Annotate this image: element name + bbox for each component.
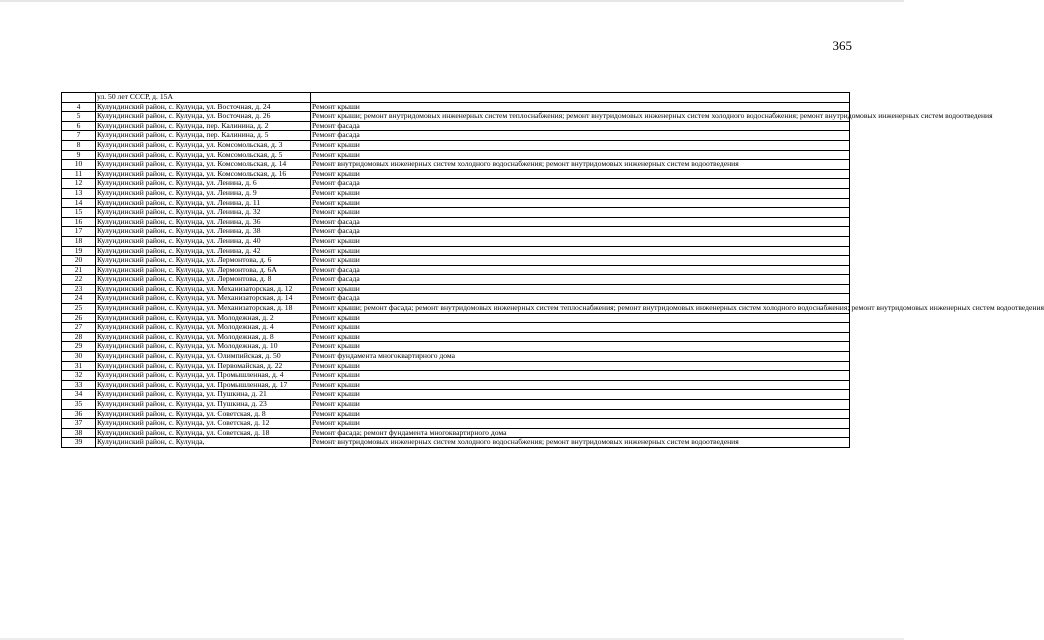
table-row — [62, 323, 850, 333]
row-number: 6 — [62, 121, 96, 131]
row-address: Кулундинский район, с. Кулунда, ул. Ленина, д. 11 — [96, 198, 311, 208]
row-number: 37 — [62, 419, 96, 429]
row-address: Кулундинский район, с. Кулунда, — [96, 438, 311, 448]
table-row — [62, 419, 850, 429]
row-address: Кулундинский район, с. Кулунда, ул. Механизаторская, д. 12 — [96, 284, 311, 294]
row-address: Кулундинский район, с. Кулунда, ул. Молодежная, д. 8 — [96, 332, 311, 342]
row-address: Кулундинский район, с. Кулунда, ул. Лермонтова, д. 6А — [96, 265, 311, 275]
row-number: 28 — [62, 332, 96, 342]
row-work-type: Ремонт крыши — [311, 102, 850, 112]
row-number: 35 — [62, 400, 96, 410]
row-number: 20 — [62, 256, 96, 266]
row-address: Кулундинский район, с. Кулунда, ул. Пушкина, д. 23 — [96, 400, 311, 410]
row-number: 19 — [62, 246, 96, 256]
row-work-type: Ремонт крыши — [311, 390, 850, 400]
row-work-type: Ремонт крыши — [311, 371, 850, 381]
row-address: Кулундинский район, с. Кулунда, ул. Ленина, д. 9 — [96, 188, 311, 198]
table-row — [62, 160, 850, 170]
row-number: 4 — [62, 102, 96, 112]
row-number: 39 — [62, 438, 96, 448]
table-row — [62, 140, 850, 150]
row-work-type: Ремонт крыши — [311, 256, 850, 266]
table-row — [62, 400, 850, 410]
row-address: Кулундинский район, с. Кулунда, ул. Пушкина, д. 21 — [96, 390, 311, 400]
table-row — [62, 352, 850, 362]
row-number: 16 — [62, 217, 96, 227]
row-work-type: Ремонт крыши; ремонт внутридомовых инженерных систем теплоснабжения; ремонт внутридомовых инженерных систем холодного водоснабжения; ремонт внутридомовых инженерных систем водоотведения — [312, 111, 993, 121]
row-number: 17 — [62, 227, 96, 237]
row-work-type: Ремонт крыши — [311, 313, 850, 323]
table-row — [62, 112, 850, 122]
row-number: 10 — [62, 160, 96, 170]
table-row — [62, 208, 850, 218]
row-address: Кулундинский район, с. Кулунда, ул. Комсомольская, д. 16 — [96, 169, 311, 179]
table-row — [62, 93, 850, 103]
row-work-type: Ремонт крыши — [311, 236, 850, 246]
row-address: Кулундинский район, с. Кулунда, ул. Олимпийская, д. 50 — [96, 352, 311, 362]
row-number: 27 — [62, 323, 96, 333]
row-address: Кулундинский район, с. Кулунда, ул. Молодежная, д. 10 — [96, 342, 311, 352]
row-address: Кулундинский район, с. Кулунда, ул. Комсомольская, д. 5 — [96, 150, 311, 160]
row-work-type: Ремонт крыши — [311, 380, 850, 390]
row-number: 34 — [62, 390, 96, 400]
table-row — [62, 236, 850, 246]
row-number: 32 — [62, 371, 96, 381]
row-number: 8 — [62, 140, 96, 150]
row-number: 12 — [62, 179, 96, 189]
row-work-type: Ремонт внутридомовых инженерных систем холодного водоснабжения; ремонт внутридомовых инженерных систем водоотведения — [311, 438, 850, 448]
row-number: 14 — [62, 198, 96, 208]
row-number: 18 — [62, 236, 96, 246]
row-work-type: Ремонт крыши — [311, 198, 850, 208]
row-number: 7 — [62, 131, 96, 141]
row-address: Кулундинский район, с. Кулунда, ул. Механизаторская, д. 18 — [96, 304, 311, 314]
row-address: Кулундинский район, с. Кулунда, ул. Ленина, д. 40 — [96, 236, 311, 246]
row-work-type: Ремонт крыши — [311, 342, 850, 352]
row-number: 25 — [62, 304, 96, 314]
row-number: 11 — [62, 169, 96, 179]
row-work-type: Ремонт крыши — [311, 323, 850, 333]
row-work-type: Ремонт крыши — [311, 400, 850, 410]
row-work-type: Ремонт фасада — [311, 227, 850, 237]
row-number — [62, 93, 96, 103]
row-number: 13 — [62, 188, 96, 198]
row-work-type: Ремонт фасада — [311, 121, 850, 131]
row-number: 24 — [62, 294, 96, 304]
row-work-type: Ремонт крыши — [311, 169, 850, 179]
row-address: Кулундинский район, с. Кулунда, ул. Молодежная, д. 4 — [96, 323, 311, 333]
row-address: Кулундинский район, с. Кулунда, ул. Молодежная, д. 2 — [96, 313, 311, 323]
table-row — [62, 227, 850, 237]
row-work-type: Ремонт крыши — [311, 208, 850, 218]
table-row — [62, 438, 850, 448]
row-work-type: Ремонт фундамента многоквартирного дома — [311, 352, 850, 362]
row-number: 22 — [62, 275, 96, 285]
row-work-type: Ремонт крыши — [311, 332, 850, 342]
row-work-type: Ремонт фасада — [311, 265, 850, 275]
row-address: Кулундинский район, с. Кулунда, ул. Ленина, д. 36 — [96, 217, 311, 227]
row-address: Кулундинский район, с. Кулунда, ул. Комсомольская, д. 14 — [96, 160, 311, 170]
row-address: Кулундинский район, с. Кулунда, ул. Ленина, д. 32 — [96, 208, 311, 218]
row-work-type: Ремонт фасада — [311, 179, 850, 189]
row-work-type: Ремонт крыши — [311, 419, 850, 429]
row-number: 31 — [62, 361, 96, 371]
row-number: 33 — [62, 380, 96, 390]
row-address: Кулундинский район, с. Кулунда, пер. Калинина, д. 5 — [96, 131, 311, 141]
repair-registry-table — [61, 92, 1044, 448]
row-work-type: Ремонт внутридомовых инженерных систем холодного водоснабжения; ремонт внутридомовых инженерных систем водоотведения — [311, 160, 850, 170]
page-number: 365 — [832, 38, 852, 53]
row-address: Кулундинский район, с. Кулунда, ул. Ленина, д. 38 — [96, 227, 311, 237]
table-row — [62, 275, 850, 285]
table-body — [62, 92, 1044, 448]
row-address: Кулундинский район, с. Кулунда, ул. Советская, д. 18 — [96, 428, 311, 438]
row-address: Кулундинский район, с. Кулунда, ул. Ленина, д. 6 — [96, 179, 311, 189]
row-work-type: Ремонт фасада — [311, 275, 850, 285]
table-row — [62, 188, 850, 198]
row-work-type: Ремонт крыши — [311, 150, 850, 160]
row-number: 36 — [62, 409, 96, 419]
row-address: Кулундинский район, с. Кулунда, пер. Калинина, д. 2 — [96, 121, 311, 131]
row-address: Кулундинский район, с. Кулунда, ул. Первомайская, д. 22 — [96, 361, 311, 371]
table-row — [62, 179, 850, 189]
row-address: Кулундинский район, с. Кулунда, ул. Комсомольская, д. 3 — [96, 140, 311, 150]
row-work-type — [311, 93, 850, 103]
row-number: 21 — [62, 265, 96, 275]
row-work-type: Ремонт фасада; ремонт фундамента многоквартирного дома — [311, 428, 850, 438]
row-number: 26 — [62, 313, 96, 323]
row-work-type: Ремонт крыши — [311, 361, 850, 371]
row-address: Кулундинский район, с. Кулунда, ул. Восточная, д. 24 — [96, 102, 311, 112]
row-address: Кулундинский район, с. Кулунда, ул. Лермонтова, д. 8 — [96, 275, 311, 285]
row-address: Кулундинский район, с. Кулунда, ул. Промышленная, д. 4 — [96, 371, 311, 381]
row-number: 38 — [62, 428, 96, 438]
row-work-type: Ремонт крыши — [311, 140, 850, 150]
table-row — [62, 371, 850, 381]
scan-edge-top — [0, 0, 904, 2]
row-work-type: Ремонт фасада — [311, 294, 850, 304]
row-address: Кулундинский район, с. Кулунда, ул. Восточная, д. 26 — [96, 112, 311, 122]
row-work-type: Ремонт фасада — [311, 217, 850, 227]
row-work-type: Ремонт крыши — [311, 246, 850, 256]
row-work-type: Ремонт крыши — [311, 409, 850, 419]
row-work-type: Ремонт фасада — [311, 131, 850, 141]
row-address: Кулундинский район, с. Кулунда, ул. Советская, д. 12 — [96, 419, 311, 429]
row-address: Кулундинский район, с. Кулунда, ул. Лермонтова, д. 6 — [96, 256, 311, 266]
row-address: Кулундинский район, с. Кулунда, ул. Ленина, д. 42 — [96, 246, 311, 256]
row-work-type: Ремонт крыши — [311, 284, 850, 294]
row-number: 30 — [62, 352, 96, 362]
row-address: Кулундинский район, с. Кулунда, ул. Механизаторская, д. 14 — [96, 294, 311, 304]
row-address: ул. 50 лет СССР, д. 15А — [96, 93, 311, 103]
row-address: Кулундинский район, с. Кулунда, ул. Советская, д. 8 — [96, 409, 311, 419]
row-address: Кулундинский район, с. Кулунда, ул. Промышленная, д. 17 — [96, 380, 311, 390]
row-work-type: Ремонт крыши — [311, 188, 850, 198]
row-number: 9 — [62, 150, 96, 160]
row-number: 23 — [62, 284, 96, 294]
row-number: 29 — [62, 342, 96, 352]
table-row — [62, 256, 850, 266]
row-number: 15 — [62, 208, 96, 218]
row-work-type: Ремонт крыши; ремонт фасада; ремонт внутридомовых инженерных систем теплоснабжения; ремонт внутридомовых инженерных систем холодного водоснабжения; ремонт внутридомовых инженерных систем водоотведения — [312, 303, 1044, 313]
table-row — [62, 304, 850, 314]
row-number: 5 — [62, 112, 96, 122]
